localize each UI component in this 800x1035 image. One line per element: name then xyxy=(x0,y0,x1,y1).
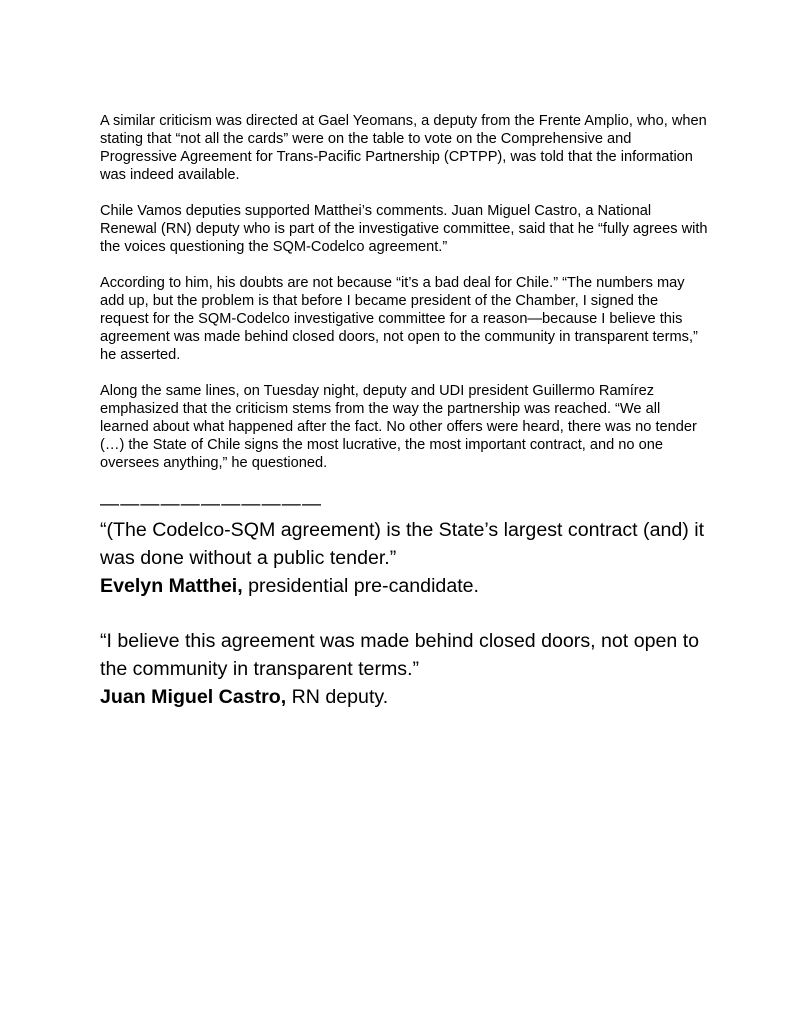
pull-quote-attribution-role: presidential pre-candidate. xyxy=(242,575,479,597)
pull-quote-1 xyxy=(100,516,710,600)
document-page xyxy=(100,112,710,711)
pull-quote-text: “I believe this agreement was made behind closed doors, not open to the community in transparent terms.” xyxy=(100,630,700,680)
body-paragraph-1: A similar criticism was directed at Gael Yeomans, a deputy from the Frente Amplio, who, when stating that “not all the cards” were on the table to vote on the Comprehensive and Progressive Agreement for Trans-Pacific Partnership (CPTPP), was told that the information was indeed available. xyxy=(100,113,707,183)
pull-quote-text: “(The Codelco-SQM agreement) is the State’s largest contract (and) it was done without a public tender.” xyxy=(100,519,705,569)
pull-quote-attribution-name: Juan Miguel Castro, xyxy=(100,686,287,708)
pull-quote-attribution-name: Evelyn Matthei, xyxy=(100,575,243,597)
body-paragraph-4: Along the same lines, on Tuesday night, deputy and UDI president Guillermo Ramírez emphasized that the criticism stems from the way the partnership was reached. “We all learned about what happened after the fact. No other offers were heard, there was no tender (…) the State of Chile signs the most lucrative, the most important contract, and no one oversees anything,” he questioned. xyxy=(100,383,697,471)
body-paragraph-3: According to him, his doubts are not because “it’s a bad deal for Chile.” “The numbers may add up, but the problem is that before I became president of the Chamber, I signed the request for the SQM-Codelco investigative committee for a reason—because I believe this agreement was made behind closed doors, not open to the community in transparent terms,” he asserted. xyxy=(100,275,698,363)
body-paragraph-2: Chile Vamos deputies supported Matthei’s comments. Juan Miguel Castro, a National Renewal (RN) deputy who is part of the investigative committee, said that he “fully agrees with the voices questioning the SQM-Codelco agreement.” xyxy=(100,203,708,255)
pull-quote-attribution-role: RN deputy. xyxy=(286,686,389,708)
dashed-separator: ——————————— xyxy=(100,494,323,515)
pull-quote-2 xyxy=(100,627,710,711)
